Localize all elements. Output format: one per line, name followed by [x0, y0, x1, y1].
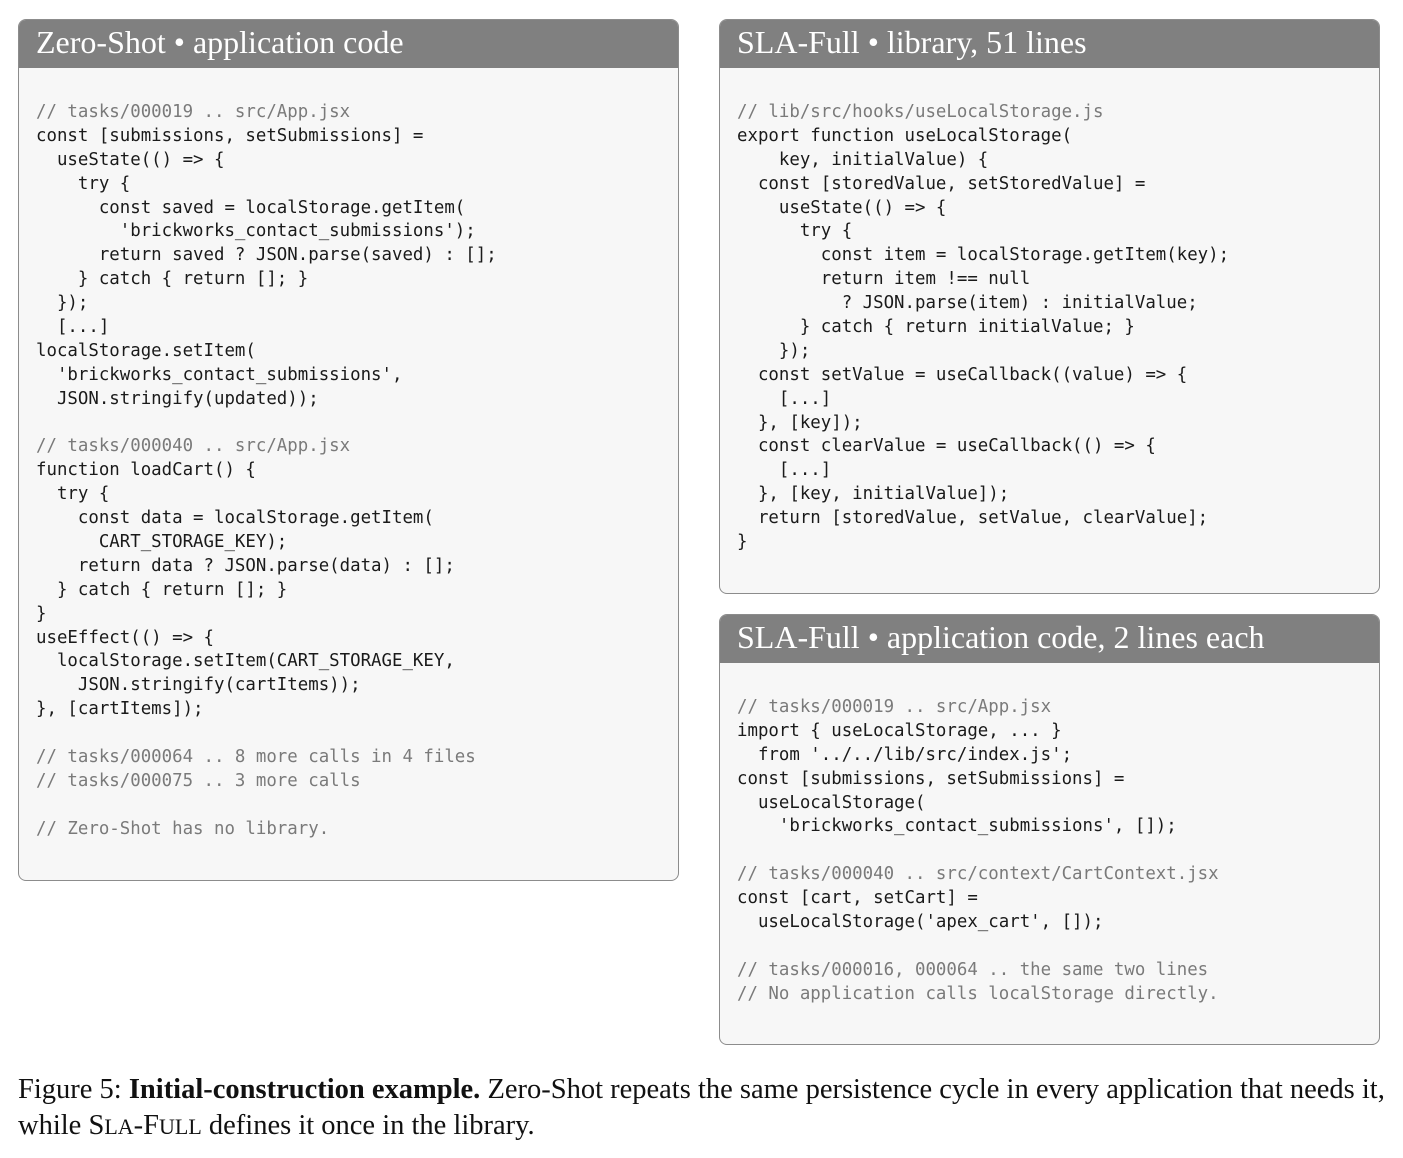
panel-title: Zero-Shot • application code: [19, 20, 678, 68]
code-line: localStorage.setItem(: [36, 340, 256, 361]
code-line: useState(() => {: [36, 149, 225, 170]
caption-prefix: Figure 5:: [18, 1074, 129, 1105]
code-line: [...]: [36, 317, 110, 338]
code-line: const setValue = useCallback((value) => {: [737, 364, 1188, 385]
code-line: const [cart, setCart] =: [737, 888, 978, 909]
code-line: });: [36, 293, 89, 314]
code-line: return saved ? JSON.parse(saved) : [];: [36, 245, 497, 266]
code-line: 'brickworks_contact_submissions',: [36, 364, 403, 385]
code-line: JSON.stringify(updated));: [36, 388, 319, 409]
panel-sla-full-app-code: [719, 614, 1380, 1045]
code-line: try {: [36, 173, 131, 194]
code-line: [...]: [737, 388, 832, 409]
code-comment-line: // tasks/000016, 000064 .. the same two lines: [737, 959, 1209, 980]
panel-zero-shot-app-code: [18, 19, 679, 881]
figure-caption: [18, 1072, 1388, 1145]
code-line: [...]: [737, 460, 832, 481]
code-line: try {: [36, 484, 110, 505]
code-comment-line: // tasks/000040 .. src/App.jsx: [36, 436, 351, 457]
panel-sla-full-library: [719, 19, 1380, 594]
code-line: function loadCart() {: [36, 460, 256, 481]
code-line: return [storedValue, setValue, clearValue];: [737, 508, 1209, 529]
code-comment-line: // tasks/000019 .. src/App.jsx: [737, 697, 1052, 717]
code-line: const clearValue = useCallback(() => {: [737, 436, 1156, 457]
blank-line: [36, 412, 678, 436]
code-comment-line: // Zero-Shot has no library.: [36, 818, 330, 839]
code-comment-line: // tasks/000040 .. src/context/CartContext.jsx: [737, 864, 1219, 885]
code-comment-line: // No application calls localStorage directly.: [737, 983, 1219, 1004]
code-block: [720, 663, 1379, 1007]
code-line: } catch { return []; }: [36, 579, 288, 600]
blank-line: [36, 794, 678, 818]
code-line: useEffect(() => {: [36, 627, 214, 648]
caption-text-end: defines it once in the library.: [201, 1110, 535, 1141]
code-line: });: [737, 340, 811, 361]
code-line: JSON.stringify(cartItems));: [36, 675, 361, 696]
code-line: useLocalStorage(: [737, 792, 926, 813]
code-line: import { useLocalStorage, ... }: [737, 720, 1062, 741]
code-line: export function useLocalStorage(: [737, 125, 1073, 146]
code-comment-line: // tasks/000019 .. src/App.jsx: [36, 102, 351, 122]
blank-line: [36, 722, 678, 746]
code-line: key, initialValue) {: [737, 149, 989, 170]
panel-title: SLA-Full • application code, 2 lines each: [720, 615, 1379, 663]
caption-text: Zero-Shot repeats the same persistence cycle in every application that needs it, while: [18, 1074, 1385, 1141]
code-line: const [submissions, setSubmissions] =: [737, 768, 1125, 789]
code-line: 'brickworks_contact_submissions');: [36, 221, 476, 242]
code-line: return data ? JSON.parse(data) : [];: [36, 555, 455, 576]
code-comment-line: // tasks/000064 .. 8 more calls in 4 files: [36, 747, 476, 768]
code-line: try {: [737, 221, 853, 242]
code-line: }: [36, 603, 47, 624]
code-line: }, [key]);: [737, 412, 863, 433]
code-line: localStorage.setItem(CART_STORAGE_KEY,: [36, 651, 455, 672]
code-line: ? JSON.parse(item) : initialValue;: [737, 293, 1198, 314]
code-line: } catch { return []; }: [36, 269, 309, 290]
code-line: const data = localStorage.getItem(: [36, 508, 434, 529]
code-line: 'brickworks_contact_submissions', []);: [737, 816, 1177, 837]
code-line: const [storedValue, setStoredValue] =: [737, 173, 1146, 194]
code-comment-line: // tasks/000075 .. 3 more calls: [36, 770, 361, 791]
code-comment-line: // lib/src/hooks/useLocalStorage.js: [737, 102, 1104, 122]
code-line: from '../../lib/src/index.js';: [737, 744, 1073, 765]
panel-title: SLA-Full • library, 51 lines: [720, 20, 1379, 68]
code-line: const saved = localStorage.getItem(: [36, 197, 466, 218]
code-line: const [submissions, setSubmissions] =: [36, 125, 424, 146]
code-line: }, [cartItems]);: [36, 699, 204, 720]
code-line: return item !== null: [737, 269, 1031, 290]
code-line: } catch { return initialValue; }: [737, 317, 1135, 338]
code-line: const item = localStorage.getItem(key);: [737, 245, 1230, 266]
code-line: CART_STORAGE_KEY);: [36, 532, 288, 553]
caption-method-name: SLA-FULL: [88, 1110, 202, 1141]
caption-bold-title: Initial-construction example.: [128, 1074, 481, 1105]
blank-line: [737, 839, 1379, 863]
code-line: }: [737, 532, 748, 553]
code-line: useState(() => {: [737, 197, 947, 218]
code-line: }, [key, initialValue]);: [737, 484, 1010, 505]
code-line: useLocalStorage('apex_cart', []);: [737, 912, 1104, 933]
blank-line: [737, 935, 1379, 959]
code-block: [720, 68, 1379, 555]
code-block: [19, 68, 678, 842]
